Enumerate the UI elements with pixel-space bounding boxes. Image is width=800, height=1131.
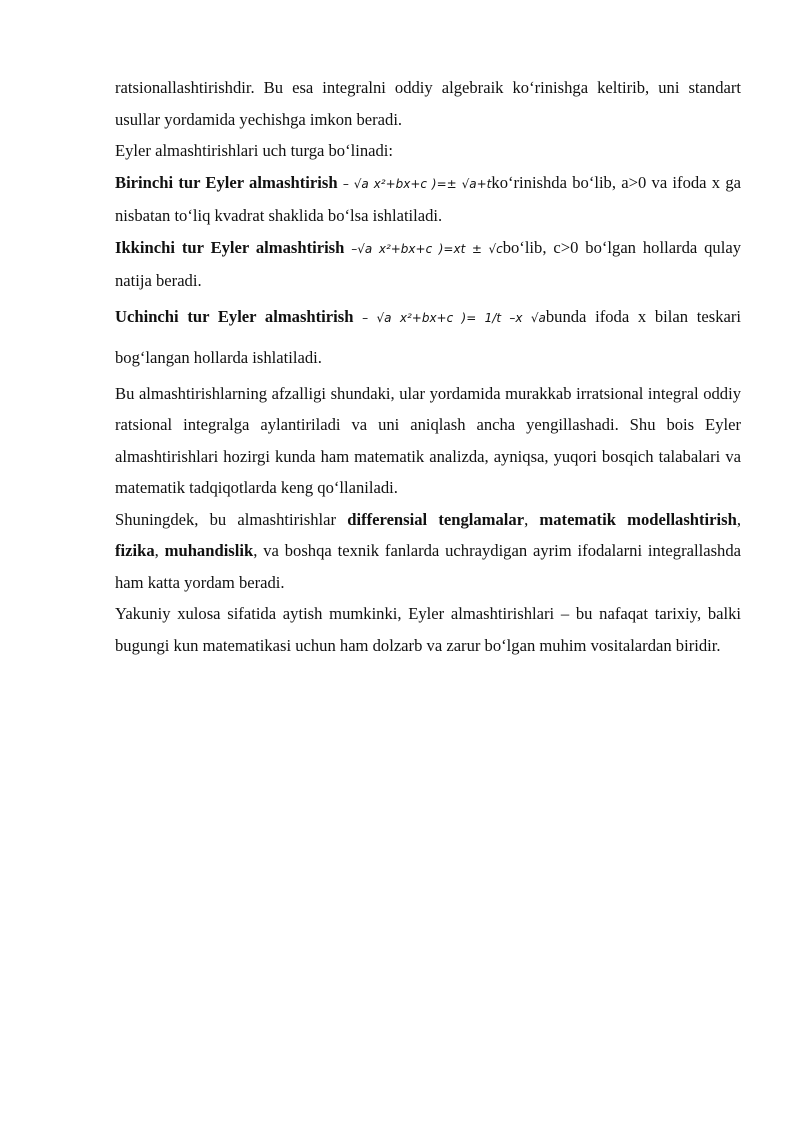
paragraph-intro: ratsionallashtirishdir. Bu esa integralni oddiy algebraik ko‘rinishga keltirib, uni standart usullar yordamida yechishga imkon beradi. <box>115 78 741 129</box>
third-type-title: Uchinchi tur Eyler almashtirish <box>115 306 354 326</box>
applications-tail: , va boshqa texnik fanlarda uchraydigan ayrim ifodalarni integrallashda ham katta yordam beradi. <box>115 541 741 592</box>
applications-separator: , <box>154 541 159 560</box>
applications-term-physics: fizika <box>115 541 155 560</box>
applications-lead: Shuningdek, bu almashtirishlar <box>115 509 337 529</box>
paragraph-conclusion: Yakuniy xulosa sifatida aytish mumkinki, Eyler almashtirishlari – bu nafaqat tarixiy, balki bugungi kun matematikasi uchun ham dolzarb va zarur bo‘lgan muhim vositalardan biridir. <box>115 604 741 655</box>
paragraph-applications <box>115 504 741 599</box>
first-type-formula: – √a x²+bx+c )=± √a+t <box>342 176 492 191</box>
second-type-formula: –√a x²+bx+c )=xt ± √c <box>351 241 503 256</box>
applications-term-differential: differensial tenglamalar <box>347 509 525 529</box>
third-type-formula: – √a x²+bx+c )= 1/t –x √a <box>362 310 546 325</box>
second-type-text: bo‘lib, c>0 bo‘lgan hollarda qulay natija beradi. <box>115 237 742 290</box>
document-body <box>115 72 741 661</box>
applications-term-engineering: muhandislik <box>164 541 254 560</box>
first-type-text: ko‘rinishda bo‘lib, a>0 va ifoda x ga nisbatan to‘liq kvadrat shaklida bo‘lsa ishlatiladi. <box>115 172 741 225</box>
paragraph-types-heading: Eyler almashtirishlari uch turga bo‘linadi: <box>115 141 394 160</box>
third-type-text: bunda ifoda x bilan teskari bog‘langan hollarda ishlatiladi. <box>115 306 741 367</box>
paragraph-second-type <box>115 232 741 297</box>
applications-separator: , <box>736 509 741 529</box>
paragraph-third-type <box>115 297 741 378</box>
first-type-title: Birinchi tur Eyler almashtirish <box>115 172 338 192</box>
paragraph-advantages: Bu almashtirishlarning afzalligi shundaki, ular yordamida murakkab irratsional integral oddiy ratsional integralga aylantiriladi va uni aniqlash ancha yengillashadi. Shu bois Eyler almashtirishlari hozirgi kunda ham matematik analizda, ayniqsa, yuqori bosqich talabalari va matematik tadqiqotlarda keng qo‘llaniladi. <box>115 383 741 497</box>
applications-term-modelling: matematik modellashtirish <box>539 509 737 529</box>
second-type-title: Ikkinchi tur Eyler almashtirish <box>115 237 345 257</box>
paragraph-first-type <box>115 167 741 232</box>
applications-separator: , <box>524 509 529 529</box>
